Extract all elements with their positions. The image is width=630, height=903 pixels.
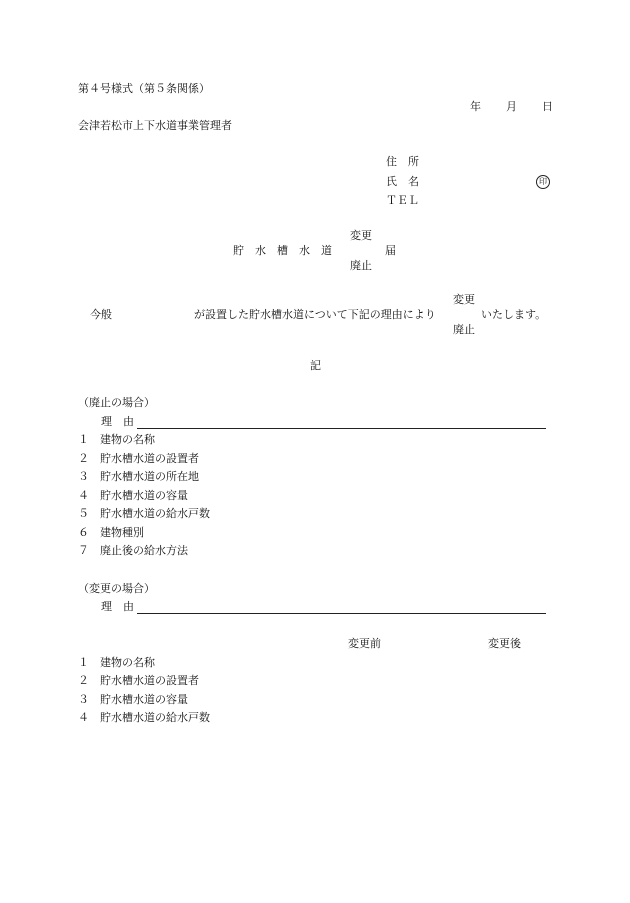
date-day-label: 日 (542, 100, 553, 113)
abolish-item: ４ 貯水槽水道の容量 (78, 489, 188, 502)
abolish-item: ７ 廃止後の給水方法 (78, 544, 188, 557)
address-label: 住 所 (386, 155, 419, 168)
abolish-reason-line (137, 428, 546, 429)
title-suffix: 届 (385, 244, 396, 257)
body-middle: が設置した貯水槽水道について下記の理由により (194, 308, 436, 321)
ki-heading: 記 (310, 359, 321, 372)
date-month-label: 月 (506, 100, 517, 113)
change-heading: （変更の場合） (78, 582, 155, 595)
body-lead: 今般 (90, 308, 112, 321)
title-option-abolish: 廃止 (350, 259, 372, 272)
abolish-reason-label: 理 由 (101, 415, 134, 428)
addressee: 会津若松市上下水道事業管理者 (78, 119, 232, 132)
abolish-item: ６ 建物種別 (78, 526, 144, 539)
abolish-heading: （廃止の場合） (78, 396, 155, 409)
name-label: 氏 名 (386, 175, 419, 188)
change-item: ２ 貯水槽水道の設置者 (78, 674, 199, 687)
seal-mark-icon: 印 (536, 175, 550, 189)
abolish-item: ２ 貯水槽水道の設置者 (78, 452, 199, 465)
abolish-item: １ 建物の名称 (78, 433, 155, 446)
body-tail: いたします。 (481, 308, 547, 321)
body-option-abolish: 廃止 (453, 323, 475, 336)
abolish-item: ３ 貯水槽水道の所在地 (78, 470, 199, 483)
change-item: ４ 貯水槽水道の給水戸数 (78, 711, 210, 724)
date-year-label: 年 (470, 100, 481, 113)
change-item: ３ 貯水槽水道の容量 (78, 693, 188, 706)
body-option-change: 変更 (453, 293, 475, 306)
after-column-header: 変更後 (488, 637, 521, 650)
tel-label: ＴＥＬ (386, 194, 419, 207)
form-number: 第４号様式（第５条関係） (78, 82, 210, 95)
change-reason-line (137, 613, 546, 614)
change-reason-label: 理 由 (101, 600, 134, 613)
before-column-header: 変更前 (348, 637, 381, 650)
title-option-change: 変更 (350, 229, 372, 242)
change-item: １ 建物の名称 (78, 656, 155, 669)
abolish-item: ５ 貯水槽水道の給水戸数 (78, 507, 210, 520)
document-title: 貯 水 槽 水 道 (233, 244, 332, 257)
